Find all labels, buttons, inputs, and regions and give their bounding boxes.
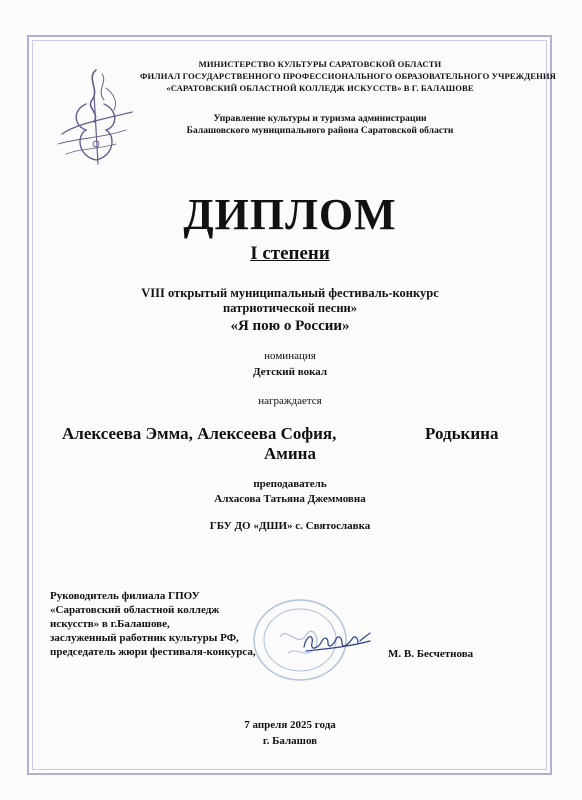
festival-line-1: VIII открытый муниципальный фестиваль-конкурс	[141, 286, 439, 300]
awardee-names-line-1-right: Родькина	[425, 424, 499, 443]
diploma-degree: I степени	[250, 243, 330, 264]
teacher-label: преподаватель	[253, 478, 327, 490]
branch-name: ФИЛИАЛ ГОСУДАРСТВЕННОГО ПРОФЕССИОНАЛЬНОГО ОБРАЗОВАТЕЛЬНОГО УЧРЕЖДЕНИЯ	[140, 71, 556, 81]
diploma-city: г. Балашов	[262, 735, 318, 747]
ministry-name: МИНИСТЕРСТВО КУЛЬТУРЫ САРАТОВСКОЙ ОБЛАСТИ	[198, 59, 442, 69]
handwritten-signature-icon	[300, 627, 372, 659]
college-name: «САРАТОВСКИЙ ОБЛАСТНОЙ КОЛЛЕДЖ ИСКУССТВ» В Г. БАЛАШОВЕ	[166, 83, 474, 93]
diploma-title: ДИПЛОМ	[183, 190, 397, 239]
signatory-line-3: искусств» в г.Балашове,	[50, 618, 170, 630]
awardee-names-line-1: Алексеева Эмма, Алексеева София,	[62, 424, 337, 443]
violin-logo-icon	[56, 64, 138, 168]
signatory-line-1: Руководитель филиала ГПОУ	[50, 590, 200, 602]
diploma-date: 7 апреля 2025 года	[244, 719, 336, 731]
signatory-name: М. В. Бесчетнова	[388, 648, 474, 660]
award-label: награждается	[258, 395, 322, 407]
signatory-line-4: заслуженный работник культуры РФ,	[50, 632, 239, 644]
nomination-label: номинация	[264, 350, 316, 362]
festival-line-2: патриотической песни»	[222, 301, 358, 315]
festival-song-title: «Я пою о России»	[230, 318, 350, 334]
teacher-name: Алхасова Татьяна Джеммовна	[214, 493, 366, 505]
awardee-names-line-2: Амина	[264, 444, 316, 463]
signatory-line-2: «Саратовский областной колледж	[50, 604, 220, 616]
signatory-line-5: председатель жюри фестиваля-конкурса,	[50, 646, 256, 658]
administration-line-2: Балашовского муниципального района Саратовской области	[186, 125, 454, 136]
administration-line-1: Управление культуры и туризма администрации	[213, 113, 427, 124]
nomination-value: Детский вокал	[252, 366, 328, 378]
school-name: ГБУ ДО «ДШИ» с. Святославка	[209, 520, 371, 532]
